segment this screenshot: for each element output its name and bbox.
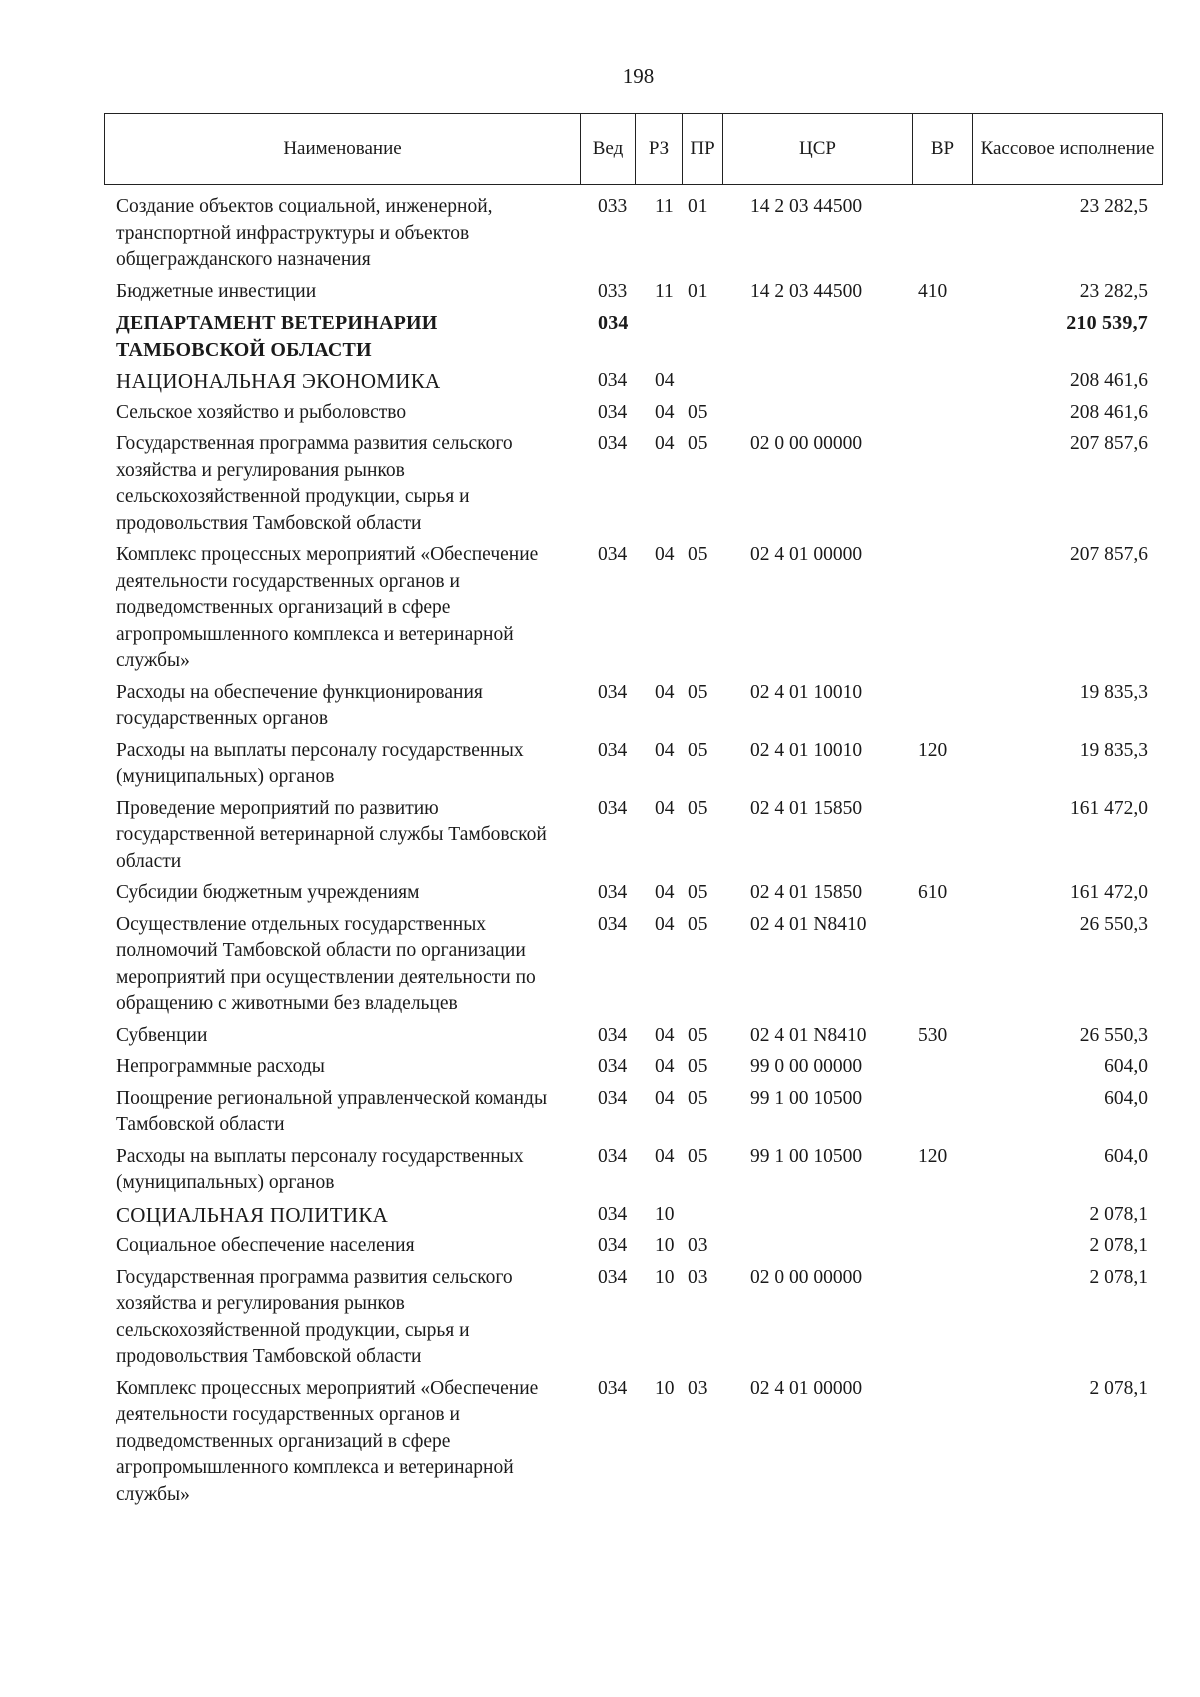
row-name: Бюджетные инвестиции bbox=[116, 280, 317, 302]
row-pr: 05 bbox=[688, 913, 708, 935]
header-pr: ПР bbox=[683, 114, 723, 185]
row-rz: 10 bbox=[655, 1203, 675, 1225]
table-row bbox=[104, 194, 1162, 274]
row-sum: 604,0 bbox=[1104, 1087, 1148, 1109]
row-sum: 161 472,0 bbox=[1070, 797, 1148, 819]
row-csr: 14 2 03 44500 bbox=[750, 196, 863, 217]
row-pr: 05 bbox=[688, 1087, 708, 1109]
row-name: Комплекс процессных мероприятий «Обеспечение деятельности государственных органов и подведомственных организаций в сфере агропромышленного комплекса и ветеринарной службы» bbox=[116, 544, 539, 671]
row-rz bbox=[635, 310, 682, 363]
row-rz: 10 bbox=[655, 1377, 675, 1399]
table-row bbox=[104, 431, 1162, 537]
row-name: СОЦИАЛЬНАЯ ПОЛИТИКА bbox=[116, 1202, 389, 1227]
row-rz: 04 bbox=[655, 433, 675, 454]
row-vr: 410 bbox=[918, 280, 948, 302]
row-vr bbox=[912, 1233, 972, 1260]
row-rz: 11 bbox=[655, 280, 674, 302]
row-csr bbox=[722, 368, 912, 395]
row-sum: 26 550,3 bbox=[1079, 1024, 1148, 1046]
row-vr bbox=[912, 1054, 972, 1081]
row-pr bbox=[682, 1202, 722, 1229]
table-row bbox=[104, 912, 1162, 1018]
row-pr: 03 bbox=[688, 1235, 708, 1256]
row-name: Комплекс процессных мероприятий «Обеспечение деятельности государственных органов и подведомственных организаций в сфере агропромышленного комплекса и ветеринарной службы» bbox=[116, 1377, 539, 1505]
table-row bbox=[104, 279, 1162, 306]
row-name: Расходы на обеспечение функционирования государственных органов bbox=[116, 681, 483, 729]
row-name: ДЕПАРТАМЕНТ ВЕТЕРИНАРИИ ТАМБОВСКОЙ ОБЛАСТИ bbox=[116, 312, 438, 361]
table-row bbox=[104, 400, 1162, 427]
row-pr: 05 bbox=[688, 1145, 708, 1167]
row-ved: 034 bbox=[598, 1377, 628, 1399]
row-name: Сельское хозяйство и рыболовство bbox=[116, 401, 407, 423]
row-name: Субсидии бюджетным учреждениям bbox=[116, 882, 420, 903]
row-vr: 530 bbox=[918, 1024, 948, 1046]
row-sum: 2 078,1 bbox=[1089, 1235, 1148, 1256]
row-ved: 034 bbox=[598, 1266, 628, 1288]
row-ved: 034 bbox=[598, 882, 628, 903]
row-sum: 604,0 bbox=[1104, 1056, 1148, 1077]
row-name: Расходы на выплаты персоналу государственных (муниципальных) органов bbox=[116, 1145, 524, 1193]
row-sum: 19 835,3 bbox=[1079, 739, 1148, 761]
row-ved: 033 bbox=[598, 196, 628, 217]
row-vr bbox=[912, 680, 972, 733]
row-name: Осуществление отдельных государственных полномочий Тамбовской области по организации мероприятий при осуществлении деятельности по обращению с животными без владельцев bbox=[116, 913, 536, 1014]
row-pr: 05 bbox=[688, 882, 708, 903]
row-ved: 034 bbox=[598, 913, 628, 935]
row-csr: 02 0 00 00000 bbox=[750, 433, 863, 454]
row-rz: 04 bbox=[655, 544, 675, 565]
row-pr: 05 bbox=[688, 739, 708, 761]
row-vr bbox=[912, 912, 972, 1018]
row-ved: 034 bbox=[598, 433, 628, 454]
row-pr: 05 bbox=[688, 1056, 708, 1077]
row-rz: 04 bbox=[655, 1145, 675, 1167]
row-ved: 034 bbox=[598, 1024, 628, 1046]
row-rz: 04 bbox=[655, 1056, 675, 1077]
row-pr: 03 bbox=[688, 1266, 708, 1288]
row-csr bbox=[722, 1202, 912, 1229]
row-ved: 034 bbox=[598, 681, 628, 703]
row-csr bbox=[722, 1233, 912, 1260]
row-rz: 10 bbox=[655, 1266, 675, 1288]
row-name: Субвенции bbox=[116, 1024, 208, 1046]
row-ved: 034 bbox=[598, 370, 628, 391]
row-rz: 04 bbox=[655, 739, 675, 761]
header-sum: Кассовое исполнение bbox=[973, 114, 1163, 185]
row-vr bbox=[912, 796, 972, 876]
row-pr: 05 bbox=[688, 681, 708, 703]
header-vr: ВР bbox=[913, 114, 973, 185]
row-ved: 034 bbox=[598, 1203, 628, 1225]
row-csr: 99 0 00 00000 bbox=[750, 1056, 863, 1077]
row-sum: 2 078,1 bbox=[1089, 1377, 1148, 1399]
row-rz: 04 bbox=[655, 1024, 675, 1046]
table-row bbox=[104, 1233, 1162, 1260]
row-name: Социальное обеспечение населения bbox=[116, 1235, 415, 1256]
table-row bbox=[104, 1023, 1162, 1050]
row-csr: 02 4 01 00000 bbox=[750, 1377, 863, 1399]
row-sum: 19 835,3 bbox=[1079, 681, 1148, 703]
table-row bbox=[104, 680, 1162, 733]
row-rz: 11 bbox=[655, 196, 674, 217]
row-csr: 02 0 00 00000 bbox=[750, 1266, 863, 1288]
row-pr: 05 bbox=[688, 1024, 708, 1046]
row-sum: 2 078,1 bbox=[1089, 1266, 1148, 1288]
row-sum: 23 282,5 bbox=[1079, 280, 1148, 302]
row-pr bbox=[682, 368, 722, 395]
row-pr: 05 bbox=[688, 433, 708, 454]
table-body bbox=[104, 194, 1162, 1513]
row-vr bbox=[912, 310, 972, 363]
row-rz: 04 bbox=[655, 882, 675, 903]
row-ved: 034 bbox=[598, 1145, 628, 1167]
row-pr: 05 bbox=[688, 544, 708, 565]
row-csr: 02 4 01 10010 bbox=[750, 681, 863, 703]
row-rz: 04 bbox=[655, 913, 675, 935]
page-number: 198 bbox=[622, 64, 655, 88]
table-row bbox=[104, 542, 1162, 675]
table-row bbox=[104, 1202, 1162, 1229]
row-csr: 14 2 03 44500 bbox=[750, 280, 863, 302]
row-vr: 120 bbox=[918, 1145, 948, 1167]
row-rz: 10 bbox=[655, 1235, 675, 1256]
row-vr: 120 bbox=[918, 739, 948, 761]
table-row bbox=[104, 1144, 1162, 1197]
row-csr bbox=[722, 310, 912, 363]
row-rz: 04 bbox=[655, 370, 675, 391]
row-pr bbox=[682, 310, 722, 363]
row-name: Проведение мероприятий по развитию государственной ветеринарной службы Тамбовской области bbox=[116, 797, 547, 872]
row-sum: 208 461,6 bbox=[1070, 370, 1148, 391]
row-csr: 02 4 01 N8410 bbox=[750, 913, 867, 935]
row-csr: 99 1 00 10500 bbox=[750, 1087, 863, 1109]
row-name: Государственная программа развития сельского хозяйства и регулирования рынков сельскохозяйственной продукции, сырья и продовольствия Тамбовской области bbox=[116, 433, 513, 534]
row-csr bbox=[722, 400, 912, 427]
row-vr bbox=[912, 542, 972, 675]
table-row bbox=[104, 880, 1162, 907]
row-name: Государственная программа развития сельского хозяйства и регулирования рынков сельскохозяйственной продукции, сырья и продовольствия Тамбовской области bbox=[116, 1266, 513, 1367]
row-ved: 034 bbox=[598, 1087, 628, 1109]
row-vr bbox=[912, 1376, 972, 1509]
row-name: Создание объектов социальной, инженерной, транспортной инфраструктуры и объектов общегражданского назначения bbox=[116, 196, 493, 270]
header-ved: Вед bbox=[581, 114, 636, 185]
row-vr bbox=[912, 194, 972, 274]
row-sum: 604,0 bbox=[1104, 1145, 1148, 1167]
row-name: Поощрение региональной управленческой команды Тамбовской области bbox=[116, 1087, 548, 1135]
table-row bbox=[104, 310, 1162, 363]
row-sum: 210 539,7 bbox=[1066, 312, 1148, 334]
row-ved: 033 bbox=[598, 280, 628, 302]
row-rz: 04 bbox=[655, 401, 675, 423]
row-vr bbox=[912, 400, 972, 427]
row-name: НАЦИОНАЛЬНАЯ ЭКОНОМИКА bbox=[116, 369, 441, 393]
row-csr: 02 4 01 10010 bbox=[750, 739, 863, 761]
row-sum: 207 857,6 bbox=[1070, 433, 1148, 454]
row-pr: 03 bbox=[688, 1377, 708, 1399]
row-pr: 05 bbox=[688, 797, 708, 819]
row-csr: 02 4 01 15850 bbox=[750, 882, 863, 903]
row-ved: 034 bbox=[598, 401, 628, 423]
row-ved: 034 bbox=[598, 797, 628, 819]
row-pr: 01 bbox=[688, 280, 708, 302]
header-name: Наименование bbox=[105, 114, 581, 185]
row-vr bbox=[912, 368, 972, 395]
row-pr: 01 bbox=[688, 196, 708, 217]
row-csr: 02 4 01 00000 bbox=[750, 544, 863, 565]
table-row bbox=[104, 738, 1162, 791]
header-rz: РЗ bbox=[636, 114, 683, 185]
row-rz: 04 bbox=[655, 681, 675, 703]
row-ved: 034 bbox=[598, 1056, 628, 1077]
row-csr: 99 1 00 10500 bbox=[750, 1145, 863, 1167]
row-name: Расходы на выплаты персоналу государственных (муниципальных) органов bbox=[116, 739, 524, 787]
row-sum: 207 857,6 bbox=[1070, 544, 1148, 565]
row-ved: 034 bbox=[598, 544, 628, 565]
row-rz: 04 bbox=[655, 797, 675, 819]
row-name: Непрограммные расходы bbox=[116, 1056, 325, 1077]
table-row bbox=[104, 1265, 1162, 1371]
header-csr: ЦСР bbox=[723, 114, 913, 185]
table-row bbox=[104, 1376, 1162, 1509]
row-vr bbox=[912, 1202, 972, 1229]
table-row bbox=[104, 1054, 1162, 1081]
row-sum: 2 078,1 bbox=[1089, 1203, 1148, 1225]
row-ved: 034 bbox=[598, 739, 628, 761]
row-sum: 26 550,3 bbox=[1079, 913, 1148, 935]
table-row bbox=[104, 368, 1162, 395]
row-sum: 208 461,6 bbox=[1070, 401, 1148, 423]
row-vr: 610 bbox=[918, 882, 948, 903]
table-row bbox=[104, 796, 1162, 876]
table-header bbox=[104, 113, 1163, 185]
row-vr bbox=[912, 1086, 972, 1139]
row-ved: 034 bbox=[598, 312, 629, 334]
row-pr: 05 bbox=[688, 401, 708, 423]
row-sum: 161 472,0 bbox=[1070, 882, 1148, 903]
row-vr bbox=[912, 431, 972, 537]
row-csr: 02 4 01 N8410 bbox=[750, 1024, 867, 1046]
row-rz: 04 bbox=[655, 1087, 675, 1109]
table-row bbox=[104, 1086, 1162, 1139]
row-ved: 034 bbox=[598, 1235, 628, 1256]
row-sum: 23 282,5 bbox=[1079, 196, 1148, 217]
row-vr bbox=[912, 1265, 972, 1371]
row-csr: 02 4 01 15850 bbox=[750, 797, 863, 819]
